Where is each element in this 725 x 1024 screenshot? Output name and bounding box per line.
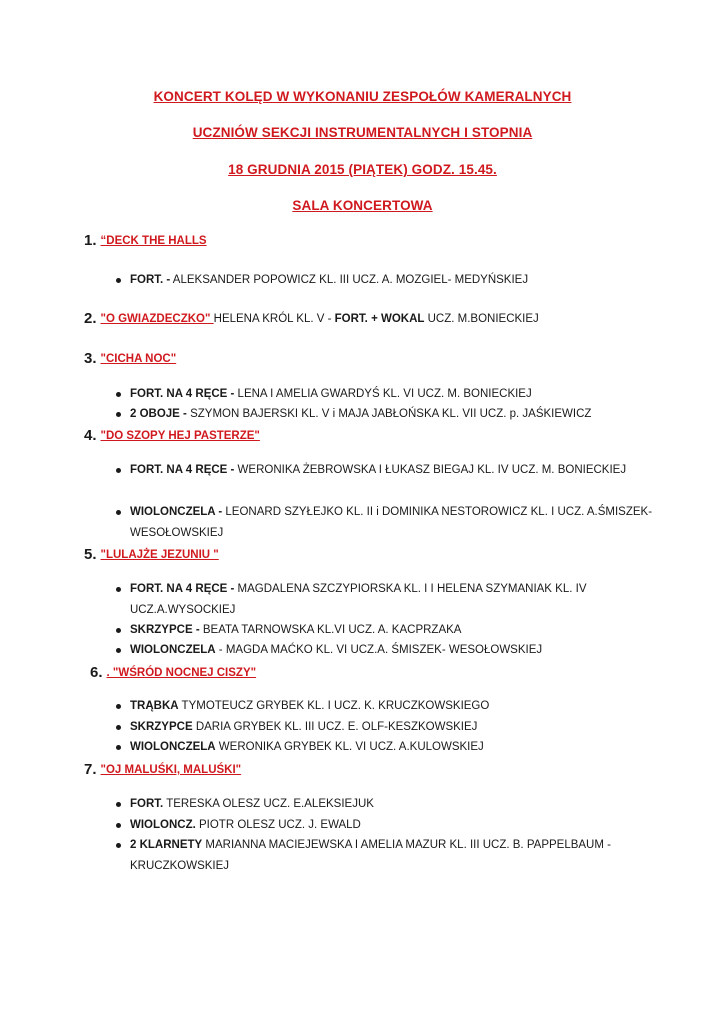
performer-text: HELENA KRÓL KL. V - [213, 313, 335, 325]
performer-entry [108, 270, 653, 291]
header-line-3: 18 GRUDNIA 2015 (PIĄTEK) GODZ. 15.45. [228, 162, 497, 177]
song-title: "DO SZOPY HEJ PASTERZE" [100, 430, 260, 442]
performer-entry [108, 717, 653, 738]
performer-entry [108, 579, 653, 621]
instrument-label: FORT. - [130, 274, 171, 286]
instrument-label: FORT. NA 4 RĘCE - [130, 583, 235, 595]
program-item-2 [84, 310, 539, 327]
performer-text: LEONARD SZYŁEJKO KL. II i DOMINIKA NESTOROWICZ KL. I UCZ. A.ŚMISZEK- WESOŁOWSKIEJ [130, 506, 653, 539]
performer-entry [108, 640, 653, 661]
bullet-icon [116, 510, 121, 515]
performer-text: SZYMON BAJERSKI KL. V i MAJA JABŁOŃSKA KL. VII UCZ. p. JAŚKIEWICZ [186, 408, 592, 420]
performer-text: TYMOTEUCZ GRYBEK KL. I UCZ. K. KRUCZKOWSKIEGO [178, 700, 490, 712]
performer-entry [108, 835, 653, 877]
program-item-6 [90, 664, 256, 681]
song-title: "OJ MALUŚKI, MALUŚKI" [100, 764, 242, 776]
performer-text: MARIANNA MACIEJEWSKA I AMELIA MAZUR KL. III UCZ. B. PAPPELBAUM -KRUCZKOWSKIEJ [130, 839, 611, 872]
header-line-2: UCZNIÓW SEKCJI INSTRUMENTALNYCH I STOPNIA [192, 125, 533, 140]
performer-text: BEATA TARNOWSKA KL.VI UCZ. A. KACPRZAKA [199, 624, 462, 636]
instrument-label: FORT. + WOKAL [334, 313, 425, 325]
performer-text: DARIA GRYBEK KL. III UCZ. E. OLF-KESZKOWSKIEJ [192, 721, 478, 733]
item-number: 6. [90, 664, 103, 681]
bullet-icon [116, 648, 121, 653]
performer-entry [108, 404, 653, 425]
performer-entry [108, 794, 653, 815]
performer-text: WERONIKA GRYBEK KL. VI UCZ. A.KULOWSKIEJ [215, 741, 484, 753]
item-number: 1. [84, 232, 97, 249]
item-number: 3. [84, 350, 97, 367]
item-number: 7. [84, 761, 97, 778]
program-item-1 [84, 232, 207, 249]
bullet-icon [116, 823, 121, 828]
bullet-icon [116, 725, 121, 730]
performer-text: ALEKSANDER POPOWICZ KL. III UCZ. A. MOZGIEL- MEDYŃSKIEJ [170, 274, 529, 286]
item-number: 2. [84, 310, 97, 327]
item-number: 5. [84, 546, 97, 563]
performer-entry [108, 460, 653, 481]
song-title: “DECK THE HALLS [100, 235, 207, 247]
performer-text: TERESKA OLESZ UCZ. E.ALEKSIEJUK [163, 798, 374, 810]
performer-entry [108, 384, 653, 405]
bullet-icon [116, 278, 121, 283]
bullet-icon [116, 412, 121, 417]
performer-entry [108, 815, 653, 836]
song-title: "O GWIAZDECZKO" [100, 313, 214, 325]
performer-text: PIOTR OLESZ UCZ. J. EWALD [195, 819, 361, 831]
song-title: "CICHA NOC" [100, 353, 177, 365]
instrument-label: WIOLONCZELA [130, 644, 216, 656]
bullet-icon [116, 628, 121, 633]
bullet-icon [116, 392, 121, 397]
bullet-icon [116, 802, 121, 807]
bullet-icon [116, 745, 121, 750]
performer-entry [108, 620, 653, 641]
bullet-icon [116, 468, 121, 473]
item-number: 4. [84, 427, 97, 444]
program-item-3 [84, 350, 176, 367]
performer-text: LENA I AMELIA GWARDYŚ KL. VI UCZ. M. BONIECKIEJ [234, 388, 532, 400]
bullet-icon [116, 843, 121, 848]
instrument-label: FORT. NA 4 RĘCE - [130, 388, 235, 400]
instrument-label: SKRZYPCE [130, 721, 193, 733]
instrument-label: SKRZYPCE - [130, 624, 200, 636]
performer-text: - MAGDA MAĆKO KL. VI UCZ.A. ŚMISZEK- WESOŁOWSKIEJ [215, 644, 543, 656]
instrument-label: 2 OBOJE - [130, 408, 187, 420]
instrument-label: WIOLONCZELA [130, 741, 216, 753]
song-title: . "WŚRÓD NOCNEJ CISZY" [106, 667, 257, 679]
performer-entry [108, 696, 653, 717]
program-item-7 [84, 761, 241, 778]
instrument-label: FORT. [130, 798, 164, 810]
performer-text: MAGDALENA SZCZYPIORSKA KL. I I HELENA SZYMANIAK KL. IV UCZ.A.WYSOCKIEJ [130, 583, 587, 616]
instrument-label: TRĄBKA [130, 700, 179, 712]
instrument-label: FORT. NA 4 RĘCE - [130, 464, 235, 476]
program-item-4 [84, 427, 260, 444]
instrument-label: WIOLONCZ. [130, 819, 196, 831]
header-line-1: KONCERT KOLĘD W WYKONANIU ZESPOŁÓW KAMERALNYCH [153, 89, 572, 104]
header-line-4: SALA KONCERTOWA [292, 198, 433, 213]
bullet-icon [116, 704, 121, 709]
performer-entry [108, 737, 653, 758]
instrument-label: 2 KLARNETY [130, 839, 203, 851]
performer-text: UCZ. M.BONIECKIEJ [424, 313, 539, 325]
song-title: "LULAJŻE JEZUNIU " [100, 549, 219, 561]
performer-entry [108, 502, 653, 544]
program-item-5 [84, 546, 219, 563]
performer-text: WERONIKA ŻEBROWSKA I ŁUKASZ BIEGAJ KL. IV UCZ. M. BONIECKIEJ [234, 464, 627, 476]
bullet-icon [116, 587, 121, 592]
instrument-label: WIOLONCZELA - [130, 506, 223, 518]
